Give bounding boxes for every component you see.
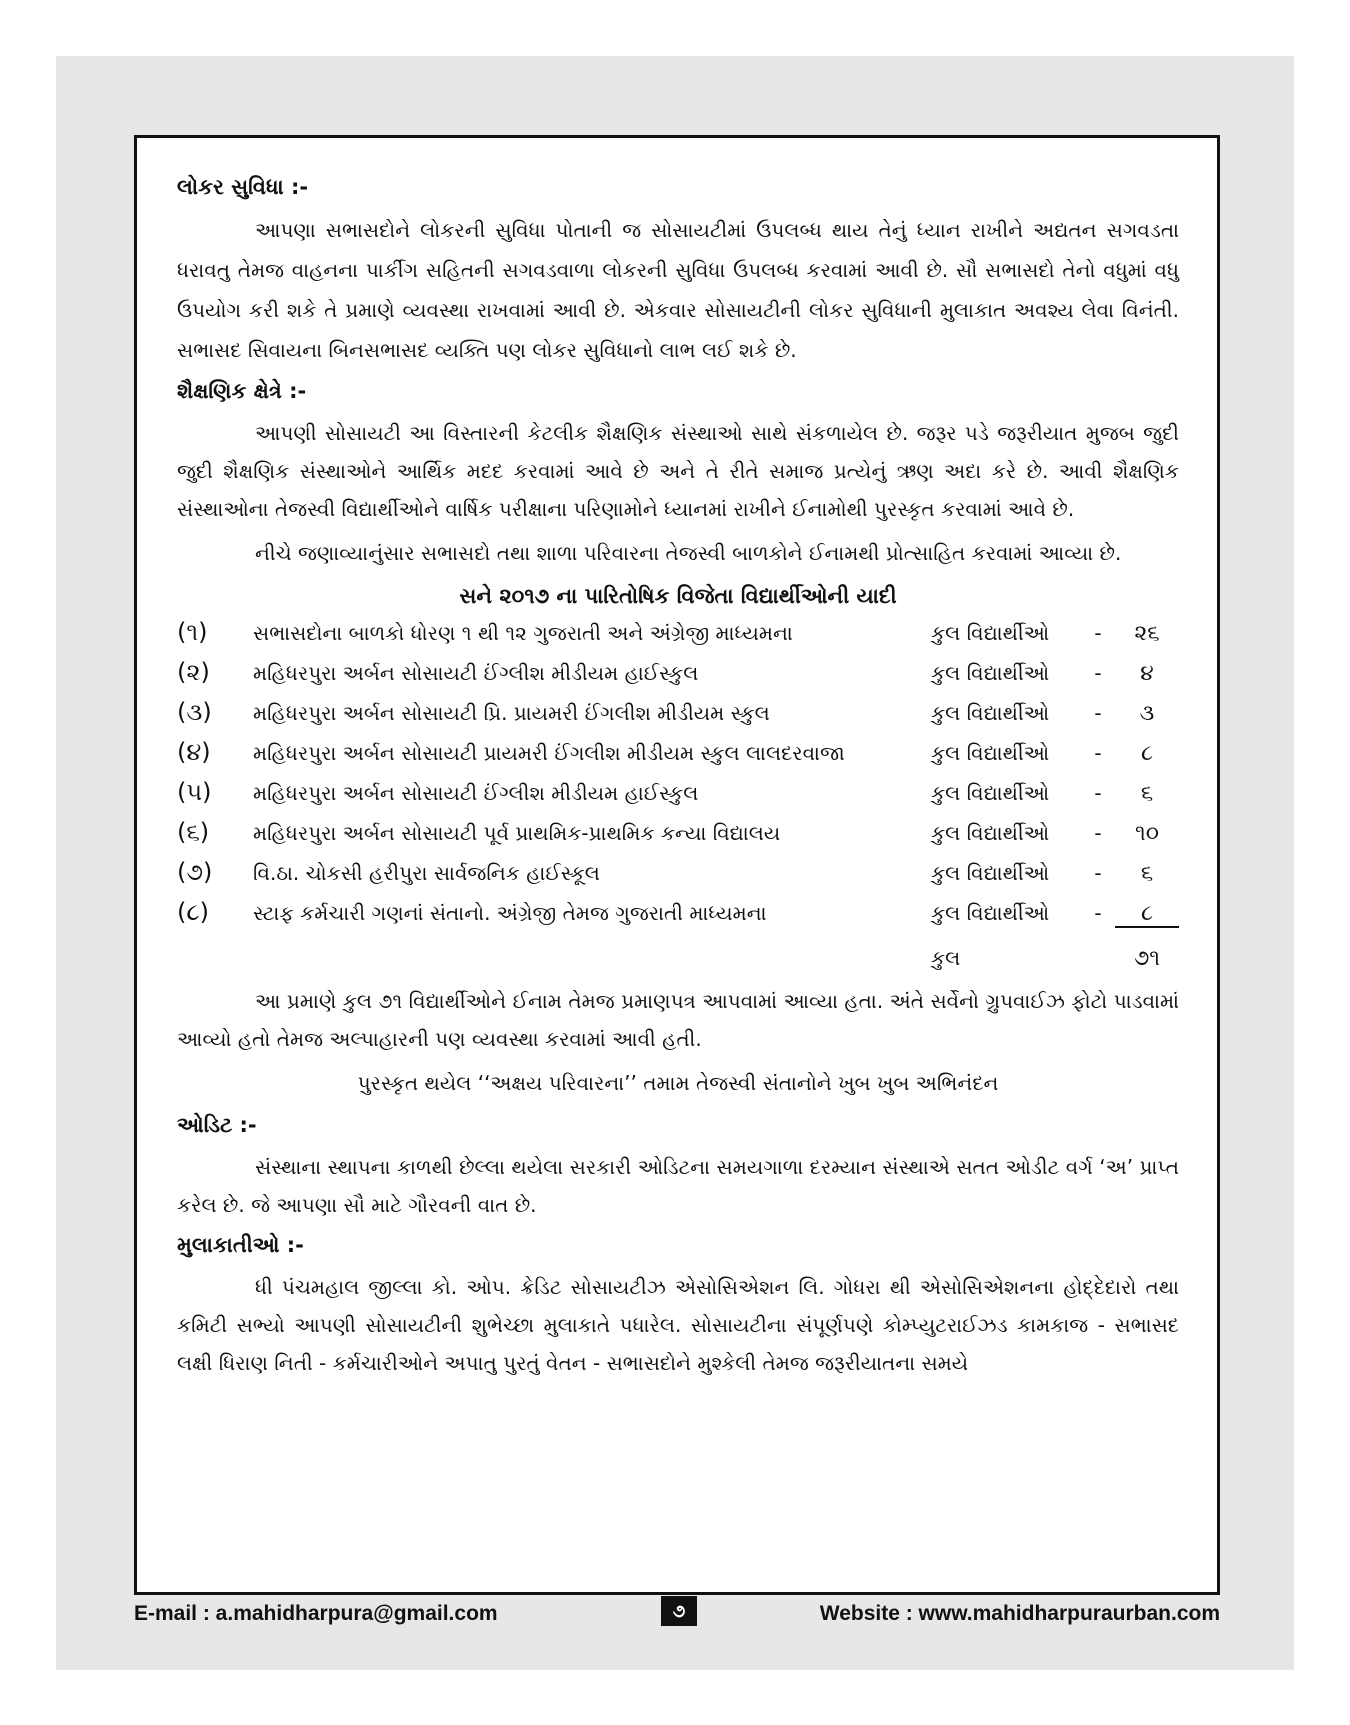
item-label: કુલ વિદ્યાર્થીઓ bbox=[931, 781, 1050, 805]
item-number: (૮) bbox=[177, 898, 209, 926]
education-heading: શૈક્ષણિક ક્ષેત્રે :- bbox=[177, 379, 307, 403]
locker-paragraph: આપણા સભાસદોને લોકરની સુવિધા પોતાની જ સોસાયટીમાં ઉપલબ્ધ થાય તેનું ધ્યાન રાખીને અદ્યતન સગવડતા ધરાવતુ તેમજ વાહનના પાર્કીગ સહિતની સગવડવાળા લોકરની સુવિધા ઉપલબ્ધ કરવામાં આવી છે. સૌ સભાસદો તેનો વધુમાં વધુ ઉપયોગ કરી શકે તે પ્રમાણે વ્યવસ્થા રાખવામાં આવી છે. એકવાર સોસાયટીની લોકર સુવિધાની મુલાકાત અવશ્ય લેવા વિનંતી. સભાસદ સિવાયના બિનસભાસદ વ્યક્તિ પણ લોકર સુવિધાનો લાભ લઈ શકે છે. bbox=[177, 218, 1179, 362]
total-count: ૭૧ bbox=[1133, 945, 1161, 971]
page-footer bbox=[134, 1600, 1220, 1636]
item-name: સ્ટાફ કર્મચારી ગણનાં સંતાનો. અંગ્રેજી તેમજ ગુજરાતી માધ્યમના bbox=[253, 901, 767, 925]
item-number: (૬) bbox=[177, 818, 210, 846]
item-count: ૮ bbox=[1140, 741, 1154, 766]
list-item bbox=[177, 698, 1179, 738]
item-dash: - bbox=[1094, 741, 1102, 765]
item-dash: - bbox=[1094, 701, 1102, 725]
item-dash: - bbox=[1094, 781, 1102, 805]
education-paragraph-2: નીચે જણાવ્યાનુંસાર સભાસદો તથા શાળા પરિવારના તેજસ્વી બાળકોને ઈનામથી પ્રોત્સાહિત કરવામાં આવ્યા છે. bbox=[255, 541, 1122, 565]
item-name: મહિધરપુરા અર્બન સોસાયટી ઈંગ્લીશ મીડીયમ હાઈસ્કુલ bbox=[253, 661, 699, 685]
item-name: મહિધરપુરા અર્બન સોસાયટી ઈંગ્લીશ મીડીયમ હાઈસ્કુલ bbox=[253, 781, 699, 805]
item-count: ૬ bbox=[1140, 861, 1154, 886]
item-number: (૫) bbox=[177, 778, 212, 806]
item-dash: - bbox=[1094, 661, 1102, 685]
audit-heading: ઓડિટ :- bbox=[177, 1113, 257, 1137]
content-frame bbox=[134, 135, 1220, 1595]
locker-heading: લોકર સુવિધા :- bbox=[177, 175, 309, 199]
visitors-heading: મુલાકાતીઓ :- bbox=[177, 1233, 304, 1257]
list-item bbox=[177, 818, 1179, 858]
item-count: ૮ bbox=[1115, 901, 1179, 928]
item-number: (૧) bbox=[177, 618, 208, 646]
list-item bbox=[177, 618, 1179, 658]
item-count: ૨૬ bbox=[1134, 621, 1160, 646]
list-item bbox=[177, 858, 1179, 898]
item-label: કુલ વિદ્યાર્થીઓ bbox=[931, 861, 1050, 885]
item-number: (૭) bbox=[177, 858, 213, 886]
page-number: ૭ bbox=[661, 1596, 697, 1626]
audit-paragraph: સંસ્થાના સ્થાપના કાળથી છેલ્લા થયેલા સરકારી ઓડિટના સમયગાળા દરમ્યાન સંસ્થાએ સતત ઓડીટ વર્ગ ‘અ’ પ્રાપ્ત કરેલ છે. જે આપણા સૌ માટે ગૌરવની વાત છે. bbox=[177, 1155, 1179, 1217]
item-count: ૧૦ bbox=[1134, 821, 1160, 846]
item-label: કુલ વિદ્યાર્થીઓ bbox=[931, 741, 1050, 765]
item-label: કુલ વિદ્યાર્થીઓ bbox=[931, 901, 1050, 925]
footer-email: E-mail : a.mahidharpura@gmail.com bbox=[134, 1602, 498, 1625]
list-item bbox=[177, 898, 1179, 938]
item-dash: - bbox=[1094, 901, 1102, 925]
item-number: (૪) bbox=[177, 738, 211, 766]
item-name: સભાસદોના બાળકો ધોરણ ૧ થી ૧૨ ગુજરાતી અને અંગ્રેજી માધ્યમના bbox=[253, 621, 793, 645]
item-count: ૪ bbox=[1140, 661, 1154, 686]
item-dash: - bbox=[1094, 621, 1102, 645]
item-label: કુલ વિદ્યાર્થીઓ bbox=[931, 621, 1050, 645]
item-count: ૬ bbox=[1140, 781, 1154, 806]
total-row bbox=[177, 938, 1179, 978]
awards-list-title: સને ૨૦૧૭ ના પારિતોષિક વિજેતા વિદ્યાર્થીઓની યાદી bbox=[459, 584, 897, 608]
summary-paragraph: આ પ્રમાણે કુલ ૭૧ વિદ્યાર્થીઓને ઈનામ તેમજ પ્રમાણપત્ર આપવામાં આવ્યા હતા. અંતે સર્વેનો ગ્રુપવાઈઝ ફોટો પાડવામાં આવ્યો હતો તેમજ અલ્પાહારની પણ વ્યવસ્થા કરવામાં આવી હતી. bbox=[177, 989, 1179, 1051]
item-number: (૨) bbox=[177, 658, 210, 686]
total-label: કુલ bbox=[931, 946, 961, 970]
item-name: મહિધરપુરા અર્બન સોસાયટી પ્રાયમરી ઈંગલીશ મીડીયમ સ્કુલ લાલદરવાજા bbox=[253, 741, 845, 765]
item-label: કુલ વિદ્યાર્થીઓ bbox=[931, 821, 1050, 845]
list-item bbox=[177, 738, 1179, 778]
item-dash: - bbox=[1094, 821, 1102, 845]
visitors-paragraph: ધી પંચમહાલ જીલ્લા કો. ઓપ. ક્રેડિટ સોસાયટીઝ એસોસિએશન લિ. ગોધરા થી એસોસિએશનના હોદ્દેદારો તથા કમિટી સભ્યો આપણી સોસાયટીની શુભેચ્છા મુલાકાતે પધારેલ. સોસાયટીના સંપૂર્ણપણે કોમ્પ્યુટરાઈઝડ કામકાજ - સભાસદ લક્ષી ધિરાણ નિતી - કર્મચારીઓને અપાતુ પુરતું વેતન - સભાસદોને મુશ્કેલી તેમજ જરૂરીયાતના સમયે bbox=[177, 1275, 1179, 1375]
item-number: (૩) bbox=[177, 698, 212, 726]
awards-list bbox=[177, 618, 1179, 978]
footer-website: Website : www.mahidharpuraurban.com bbox=[819, 1602, 1220, 1625]
item-name: વિ.ઠા. ચોકસી હરીપુરા સાર્વજનિક હાઈસ્કૂલ bbox=[253, 861, 600, 885]
item-name: મહિધરપુરા અર્બન સોસાયટી પ્રિ. પ્રાયમરી ઈંગલીશ મીડીયમ સ્કુલ bbox=[253, 701, 770, 725]
item-name: મહિધરપુરા અર્બન સોસાયટી પૂર્વ પ્રાથમિક-પ્રાથમિક કન્યા વિદ્યાલય bbox=[253, 821, 781, 845]
item-label: કુલ વિદ્યાર્થીઓ bbox=[931, 701, 1050, 725]
item-dash: - bbox=[1094, 861, 1102, 885]
list-item bbox=[177, 778, 1179, 818]
list-item bbox=[177, 658, 1179, 698]
education-paragraph-1: આપણી સોસાયટી આ વિસ્તારની કેટલીક શૈક્ષણિક સંસ્થાઓ સાથે સંકળાયેલ છે. જરૂર પડે જરૂરીયાત મુજબ જુદી જુદી શૈક્ષણિક સંસ્થાઓને આર્થિક મદદ કરવામાં આવે છે અને તે રીતે સમાજ પ્રત્યેનું ઋણ અદા કરે છે. આવી શૈક્ષણિક સંસ્થાઓના તેજસ્વી વિદ્યાર્થીઓને વાર્ષિક પરીક્ષાના પરિણામોને ધ્યાનમાં રાખીને ઈનામોથી પુરસ્કૃત કરવામાં આવે છે. bbox=[177, 421, 1179, 521]
item-label: કુલ વિદ્યાર્થીઓ bbox=[931, 661, 1050, 685]
item-count: ૩ bbox=[1139, 701, 1155, 726]
congratulations-line: પુરસ્કૃત થયેલ ‘‘અક્ષય પરિવારના’’ તમામ તેજસ્વી સંતાનોને ખુબ ખુબ અભિનંદન bbox=[357, 1071, 999, 1095]
